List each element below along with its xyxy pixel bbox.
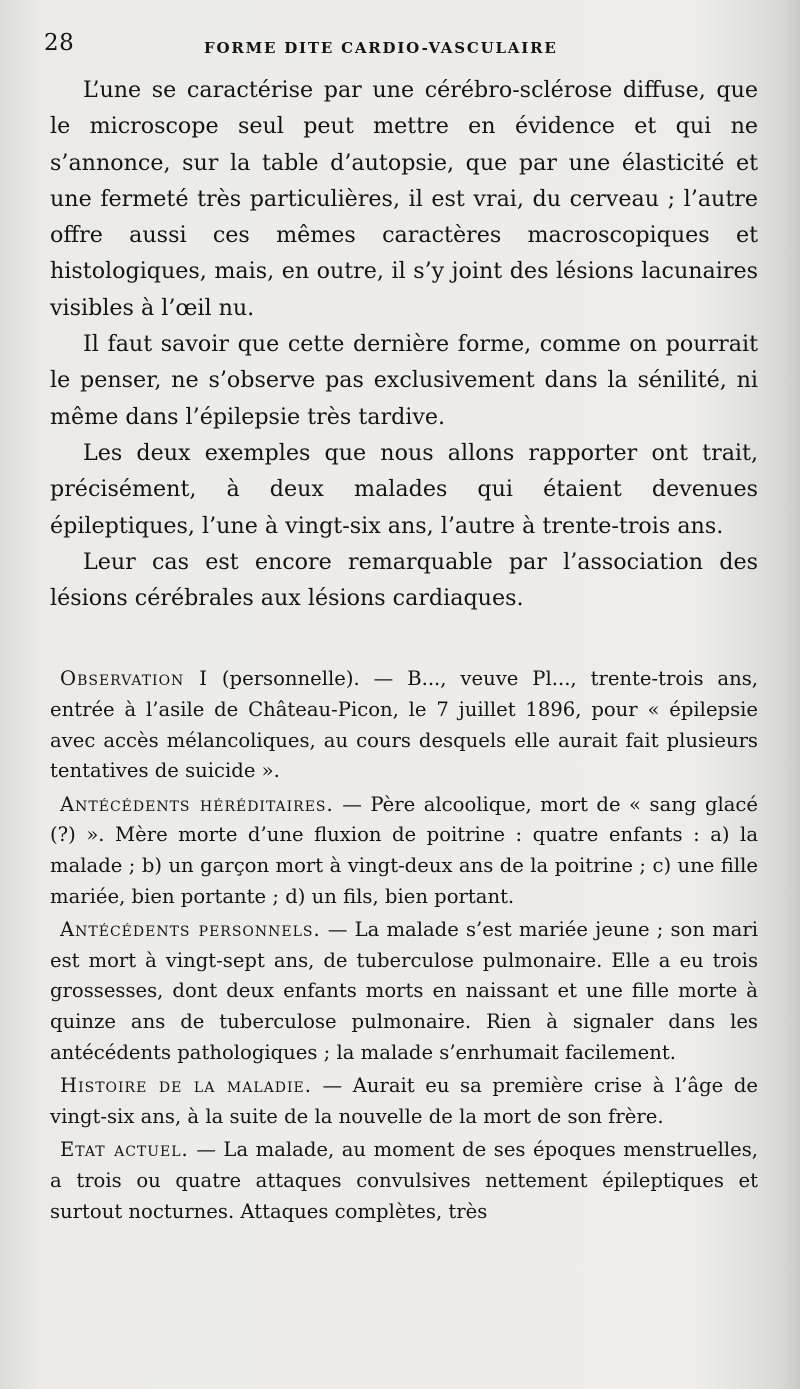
observation-section bbox=[50, 790, 758, 912]
paragraph: Il faut savoir que cette dernière forme, comme on pourrait le penser, ne s’observe pas exclusivement dans la sénilité, ni même dans l’épilepsie très tardive. bbox=[50, 331, 758, 430]
page-number: 28 bbox=[44, 30, 75, 56]
page-body bbox=[50, 72, 758, 1230]
paragraph: Les deux exemples que nous allons rapporter ont trait, précisément, à deux malades qui étaient devenues épileptiques, l’une à vingt-six ans, l’autre à trente-trois ans. bbox=[50, 439, 758, 539]
observation-heading bbox=[50, 664, 758, 786]
observation-heading-text: (personnelle). — B..., veuve Pl..., trente-trois ans, entrée à l’asile de Château-Picon, le 7 juillet 1896, pour « épilepsie avec accès mélancoliques, au cours desquels elle aurait fait plusieurs tentatives de suicide ». bbox=[50, 667, 759, 783]
running-title: FORME DITE CARDIO-VASCULAIRE bbox=[204, 39, 558, 57]
section-text: — La malade, au moment de ses époques menstruelles, a trois ou quatre attaques convulsives nettement épileptiques et surtout nocturnes. Attaques complètes, très bbox=[50, 1138, 758, 1223]
observation-section bbox=[50, 1071, 758, 1132]
observation-label: Observation I bbox=[60, 667, 208, 691]
section-label: Histoire de la maladie. bbox=[60, 1074, 312, 1098]
observation-section bbox=[50, 915, 758, 1068]
paragraph: L’une se caractérise par une cérébro-sclérose diffuse, que le microscope seul peut mettre en évidence et qui ne s’annonce, sur la table d’autopsie, que par une élasticité et une fermeté très particulières, il est vrai, du cerveau ; l’autre offre aussi ces mêmes caractères macroscopiques et histologiques, mais, en outre, il s’y joint des lésions lacunaires visibles à l’œil nu. bbox=[50, 77, 758, 321]
observation-section bbox=[50, 1135, 758, 1227]
section-label: Etat actuel. bbox=[60, 1138, 189, 1162]
page-header bbox=[44, 30, 754, 64]
section-text: — Aurait eu sa première crise à l’âge de vingt-six ans, à la suite de la nouvelle de la mort de son frère. bbox=[50, 1074, 758, 1128]
section-text: — Père alcoolique, mort de « sang glacé (?) ». Mère morte d’une fluxion de poitrine : quatre enfants : a) la malade ; b) un garçon mort à vingt-deux ans de la poitrine ; c) une fille mariée, bien portante ; d) un fils, bien portant. bbox=[50, 792, 759, 908]
observation-block bbox=[50, 664, 758, 1227]
section-text: — La malade s’est mariée jeune ; son mari est mort à vingt-sept ans, de tuberculose pulmonaire. Elle a eu trois grossesses, dont deux enfants morts en naissant et une fille morte à quinze ans de tuberculose pulmonaire. Rien à signaler dans les antécédents pathologiques ; la malade s’enrhumait facilement. bbox=[50, 918, 759, 1064]
paragraph: Leur cas est encore remarquable par l’association des lésions cérébrales aux lésions cardiaques. bbox=[50, 548, 758, 612]
main-text bbox=[50, 72, 758, 616]
section-label: Antécédents héréditaires. bbox=[60, 792, 334, 816]
section-label: Antécédents personnels. bbox=[60, 918, 321, 942]
